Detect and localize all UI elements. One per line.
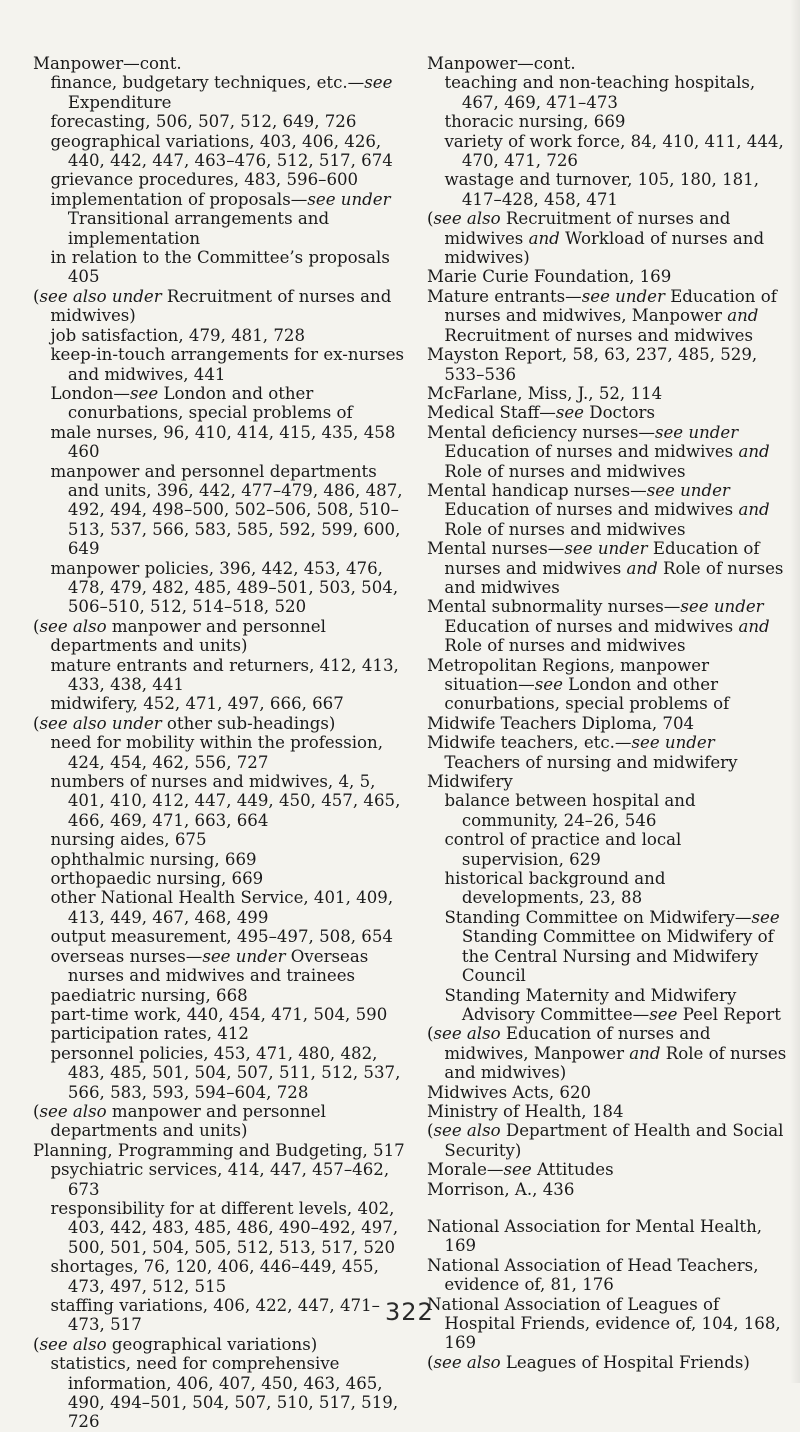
index-entry: male nurses, 96, 410, 414, 415, 435, 458 460 xyxy=(50,422,396,462)
index-entry: Midwives Acts, 620 xyxy=(427,1082,592,1102)
index-entry: Midwifery xyxy=(427,772,513,792)
index-entry: Marie Curie Foundation, 169 xyxy=(427,267,672,287)
index-entry: grievance procedures, 483, 596–600 xyxy=(50,170,359,190)
index-entry: thoracic nursing, 669 xyxy=(444,112,626,132)
index-entry: Metropolitan Regions, manpower situation—see London and other conurbations, special problems of xyxy=(427,655,730,714)
index-entry: Planning, Programming and Budgeting, 517 xyxy=(33,1140,405,1160)
index-entry: personnel policies, 453, 471, 480, 482, 483, 485, 501, 504, 507, 511, 512, 537, 566, 583, 593, 594–604, 728 xyxy=(50,1043,401,1102)
index-entry: McFarlane, Miss, J., 52, 114 xyxy=(427,383,663,403)
index-entry: London—see London and other conurbations, special problems of xyxy=(50,383,353,423)
index-entry: manpower policies, 396, 442, 453, 476, 478, 479, 482, 485, 489–501, 503, 504, 506–510, 512, 514–518, 520 xyxy=(50,558,399,617)
index-entry: Mental handicap nurses—see under Education of nurses and midwives and Role of nurses and midwives xyxy=(427,480,770,539)
index-entry: (see also manpower and personnel departments and units) xyxy=(33,616,326,656)
index-entry: psychiatric services, 414, 447, 457–462, 673 xyxy=(50,1160,390,1199)
index-entry: ophthalmic nursing, 669 xyxy=(50,849,257,869)
index-entry: balance between hospital and community, 24–26, 546 xyxy=(444,791,696,830)
index-entry: part-time work, 440, 454, 471, 504, 590 xyxy=(50,1004,388,1024)
index-column-right xyxy=(427,54,787,1372)
index-entry: other National Health Service, 401, 409, 413, 449, 467, 468, 499 xyxy=(50,888,394,927)
index-entry: National Association for Mental Health, 169 xyxy=(427,1216,763,1256)
index-entry: orthopaedic nursing, 669 xyxy=(50,869,264,889)
index-entry: forecasting, 506, 507, 512, 649, 726 xyxy=(50,112,357,132)
index-entry: (see also Department of Health and Social Security) xyxy=(427,1121,784,1160)
index-entry: responsibility for at different levels, 402, 403, 442, 483, 485, 486, 490–492, 497, 500, 501, 504, 505, 512, 513, 517, 520 xyxy=(50,1198,399,1257)
index-entry: Mental nurses—see under Education of nurses and midwives and Role of nurses and midwives xyxy=(427,539,784,597)
index-entry: midwifery, 452, 471, 497, 666, 667 xyxy=(50,694,344,714)
index-entry: control of practice and local supervision, 629 xyxy=(444,830,682,869)
index-entry: (see also geographical variations) xyxy=(33,1334,318,1354)
index-entry: National Association of Leagues of Hospital Friends, evidence of, 104, 168, 169 xyxy=(427,1294,781,1353)
page-number: 322 xyxy=(385,1298,434,1326)
index-entry: implementation of proposals—see under Transitional arrangements and implementation xyxy=(50,189,391,248)
index-entry: (see also manpower and personnel departments and units) xyxy=(33,1101,326,1141)
index-entry: Morrison, A., 436 xyxy=(427,1179,575,1199)
index-entry: job satisfaction, 479, 481, 728 xyxy=(50,325,306,345)
index-entry: Ministry of Health, 184 xyxy=(427,1101,624,1121)
index-entry: Midwife Teachers Diploma, 704 xyxy=(427,713,695,733)
index-entry: (see also under other sub-headings) xyxy=(33,713,336,733)
index-entry: Standing Committee on Midwifery—see Standing Committee on Midwifery of the Central Nursing and Midwifery Council xyxy=(444,907,780,986)
index-entry: Mature entrants—see under Education of nurses and midwives, Manpower and Recruitment of nurses and midwives xyxy=(427,286,777,345)
index-entry: (see also under Recruitment of nurses and midwives) xyxy=(33,286,392,326)
index-entry: shortages, 76, 120, 406, 446–449, 455, 473, 497, 512, 515 xyxy=(50,1257,379,1296)
index-entry: Manpower—cont. xyxy=(427,54,576,73)
index-entry: geographical variations, 403, 406, 426, 440, 442, 447, 463–476, 512, 517, 674 xyxy=(50,131,393,171)
index-entry: historical background and developments, 23, 88 xyxy=(444,869,666,908)
index-entry: statistics, need for comprehensive information, 406, 407, 450, 463, 465, 490, 494–501, 504, 507, 510, 517, 519, 726 xyxy=(50,1354,399,1432)
index-entry: mature entrants and returners, 412, 413, 433, 438, 441 xyxy=(50,655,399,694)
index-entry: nursing aides, 675 xyxy=(50,830,207,850)
index-entry: Mental deficiency nurses—see under Education of nurses and midwives and Role of nurses and midwives xyxy=(427,422,770,481)
index-entry: (see also Leagues of Hospital Friends) xyxy=(427,1352,750,1372)
index-entry: National Association of Head Teachers, evidence of, 81, 176 xyxy=(427,1255,759,1295)
index-entry: finance, budgetary techniques, etc.—see Expenditure xyxy=(50,73,393,112)
index-entry: manpower and personnel departments and units, 396, 442, 477–479, 486, 487, 492, 494, 498–500, 502–506, 508, 510–513, 537, 566, 583, 585, 592, 599, 600, 649 xyxy=(50,461,403,559)
index-entry: Standing Maternity and Midwifery Advisory Committee—see Peel Report xyxy=(444,985,781,1024)
index-entry: paediatric nursing, 668 xyxy=(50,985,248,1005)
index-entry: keep-in-touch arrangements for ex-nurses and midwives, 441 xyxy=(50,345,405,384)
index-entry: variety of work force, 84, 410, 411, 444, 470, 471, 726 xyxy=(444,131,784,171)
index-entry: Mayston Report, 58, 63, 237, 485, 529, 533–536 xyxy=(427,345,758,384)
index-entry: overseas nurses—see under Overseas nurses and midwives and trainees xyxy=(50,946,369,986)
index-entry: Mental subnormality nurses—see under Education of nurses and midwives and Role of nurses and midwives xyxy=(427,597,770,656)
index-entry: participation rates, 412 xyxy=(50,1024,249,1044)
index-entry: output measurement, 495–497, 508, 654 xyxy=(50,927,393,947)
index-entry: wastage and turnover, 105, 180, 181, 417–428, 458, 471 xyxy=(444,170,760,209)
index-entry: Morale—see Attitudes xyxy=(427,1160,614,1180)
index-entry: (see also Recruitment of nurses and midwives and Workload of nurses and midwives) xyxy=(427,209,765,268)
index-entry: (see also Education of nurses and midwives, Manpower and Role of nurses and midwives) xyxy=(427,1024,787,1083)
index-entry: Medical Staff—see Doctors xyxy=(427,403,655,423)
index-entry: in relation to the Committee’s proposals 405 xyxy=(50,248,390,287)
index-entry: numbers of nurses and midwives, 4, 5, 401, 410, 412, 447, 449, 450, 457, 465, 466, 469, 471, 663, 664 xyxy=(50,772,401,830)
index-entry: need for mobility within the profession, 424, 454, 462, 556, 727 xyxy=(50,733,383,772)
index-entry: Midwife teachers, etc.—see under Teachers of nursing and midwifery xyxy=(427,733,738,772)
index-entry: Manpower—cont. xyxy=(33,54,182,73)
index-entry: staffing variations, 406, 422, 447, 471–473, 517 xyxy=(50,1296,380,1335)
index-entry: teaching and non-teaching hospitals, 467, 469, 471–473 xyxy=(444,73,756,112)
index-column-left xyxy=(33,54,413,1432)
page-edge-shading xyxy=(790,0,800,1383)
